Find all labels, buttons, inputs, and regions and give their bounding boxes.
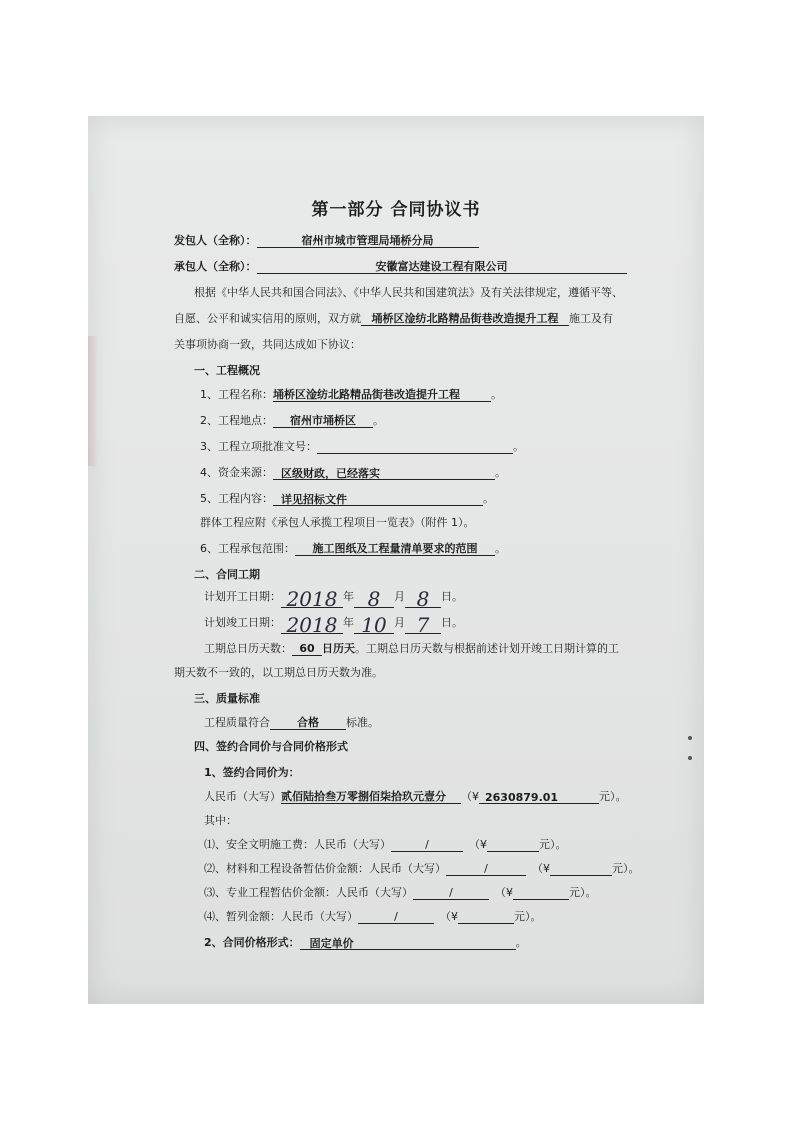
item-label: ⑵、材料和工程设备暂估价金额：人民币（大写） [204,862,446,875]
price-item-2 [204,862,640,876]
employer-label: 发包人（全称）： [174,234,257,247]
preamble-line-1: 根据《中华人民共和国合同法》、《中华人民共和国建筑法》及有关法律规定，遵循平等、 [194,286,623,299]
period: 。 [491,388,502,401]
preamble-text: 自愿、公平和诚实信用的原则，双方就 [174,312,361,325]
total-days-unit: 日历天 [322,642,355,655]
contractor-line [174,260,627,274]
rmb-amount: 2630879.01 [479,791,599,804]
funding-label: 4、资金来源： [200,466,273,479]
section-3-heading: 三、质量标准 [194,692,260,705]
end-month-handwritten: 10 [361,613,387,637]
start-year-handwritten: 2018 [286,587,338,611]
item-label: ⑴、安全文明施工费：人民币（大写） [204,838,391,851]
of-which-label: 其中： [204,814,237,827]
price-form-label: 2、合同价格形式： [204,936,300,949]
end-date-line [204,612,463,637]
price-form-line [204,936,527,950]
yuan-close: 元）。 [514,910,542,923]
section-2-heading: 二、合同工期 [194,568,260,581]
start-month-handwritten: 8 [367,587,381,611]
period: 。 [513,440,524,453]
location-label: 2、工程地点： [200,414,273,427]
item-amount-blank [550,862,612,876]
project-name-line [200,388,502,402]
rmb-label: 人民币（大写） [204,790,281,803]
yen-symbol: （¥ [469,838,487,851]
start-day-handwritten: 8 [416,587,430,611]
location-value: 宿州市埇桥区 [273,414,373,428]
yuan-close: 元）。 [539,838,567,851]
yen-symbol: （¥ [532,862,550,875]
binding-hole [688,736,692,740]
start-date-label: 计划开工日期： [204,590,281,603]
scope-line [200,542,506,556]
yen-symbol: （¥ [495,886,513,899]
preamble-text: 施工及有 [569,312,613,325]
start-date-line [204,586,463,611]
yuan-close: 元）。 [599,790,627,803]
yuan-close: 元）。 [612,862,640,875]
yuan-close: 元）。 [569,886,597,899]
item-words: / [446,862,526,876]
document-page [88,116,704,1004]
project-name-value: 埇桥区淦纺北路精品街巷改造提升工程 [273,388,491,402]
content-value: 详见招标文件 [273,493,483,506]
price-item-3 [204,886,597,900]
preamble-line-2 [174,312,613,326]
item-amount-blank [458,910,514,924]
item-label: ⑷、暂列金额：人民币（大写） [204,910,358,923]
quality-text: 工程质量符合 [204,716,270,729]
yen-symbol: （¥ [461,790,479,803]
total-days-note-2: 期天数不一致的，以工期总日历天数为准。 [174,666,383,679]
quality-line [204,716,379,730]
document-title: 第一部分 合同协议书 [311,200,481,220]
period: 。 [515,936,527,949]
item-label: ⑶、专业工程暂估价金额：人民币（大写） [204,886,413,899]
contractor-value: 安徽富达建设工程有限公司 [257,260,627,274]
end-year-handwritten: 2018 [286,613,338,637]
total-days-note: 。工期总日历天数与根据前述计划开竣工日期计算的工 [355,642,619,655]
period: 。 [373,414,384,427]
content-line [200,492,494,506]
employer-line [174,234,479,248]
day-unit: 日。 [441,616,463,629]
day-unit: 日。 [441,590,463,603]
scope-value: 施工图纸及工程量清单要求的范围 [295,542,495,556]
yen-symbol: （¥ [440,910,458,923]
month-unit: 月 [394,616,405,629]
year-unit: 年 [343,590,354,603]
scope-label: 6、工程承包范围： [200,542,295,555]
price-item-1 [204,838,567,852]
item-amount-blank [487,838,539,852]
price-form-value: 固定单价 [300,937,516,950]
quality-value: 合格 [270,716,346,730]
group-note: 群体工程应附《承包人承揽工程项目一览表》（附件 1）。 [200,516,475,529]
period: 。 [495,466,506,479]
preamble-line-3: 关事项协商一致，共同达成如下协议： [174,338,361,351]
project-location-line [200,414,384,428]
item-words: / [391,838,463,852]
preamble-project-name: 埇桥区淦纺北路精品街巷改造提升工程 [361,312,569,326]
total-days-value: 60 [292,642,322,656]
item-words: / [358,910,434,924]
contract-price-heading: 1、签约合同价为： [204,766,300,779]
employer-value: 宿州市城市管理局埇桥分局 [257,234,479,248]
end-date-label: 计划竣工日期： [204,616,281,629]
funding-value: 区级财政，已经落实 [273,467,495,480]
approval-number-line [200,440,524,454]
contract-price-line [204,790,627,804]
contractor-label: 承包人（全称）： [174,260,257,273]
section-1-heading: 一、工程概况 [194,364,260,377]
approval-label: 3、工程立项批准文号： [200,440,317,453]
year-unit: 年 [343,616,354,629]
funding-line [200,466,506,480]
month-unit: 月 [394,590,405,603]
price-item-4 [204,910,542,924]
content-label: 5、工程内容： [200,492,273,505]
project-name-label: 1、工程名称： [200,388,273,401]
approval-blank [317,440,513,454]
period: 。 [495,542,506,555]
seal-edge-mark [88,336,98,466]
binding-hole [688,756,692,760]
section-4-heading: 四、签约合同价与合同价格形式 [194,740,348,753]
item-amount-blank [513,886,569,900]
total-days-label: 工期总日历天数： [204,642,292,655]
rmb-words: 贰佰陆拾叁万零捌佰柒拾玖元壹分 [281,790,461,804]
period: 。 [483,492,494,505]
end-day-handwritten: 7 [416,613,430,637]
total-days-line [204,642,619,656]
item-words: / [413,886,489,900]
quality-text: 标准。 [346,716,379,729]
